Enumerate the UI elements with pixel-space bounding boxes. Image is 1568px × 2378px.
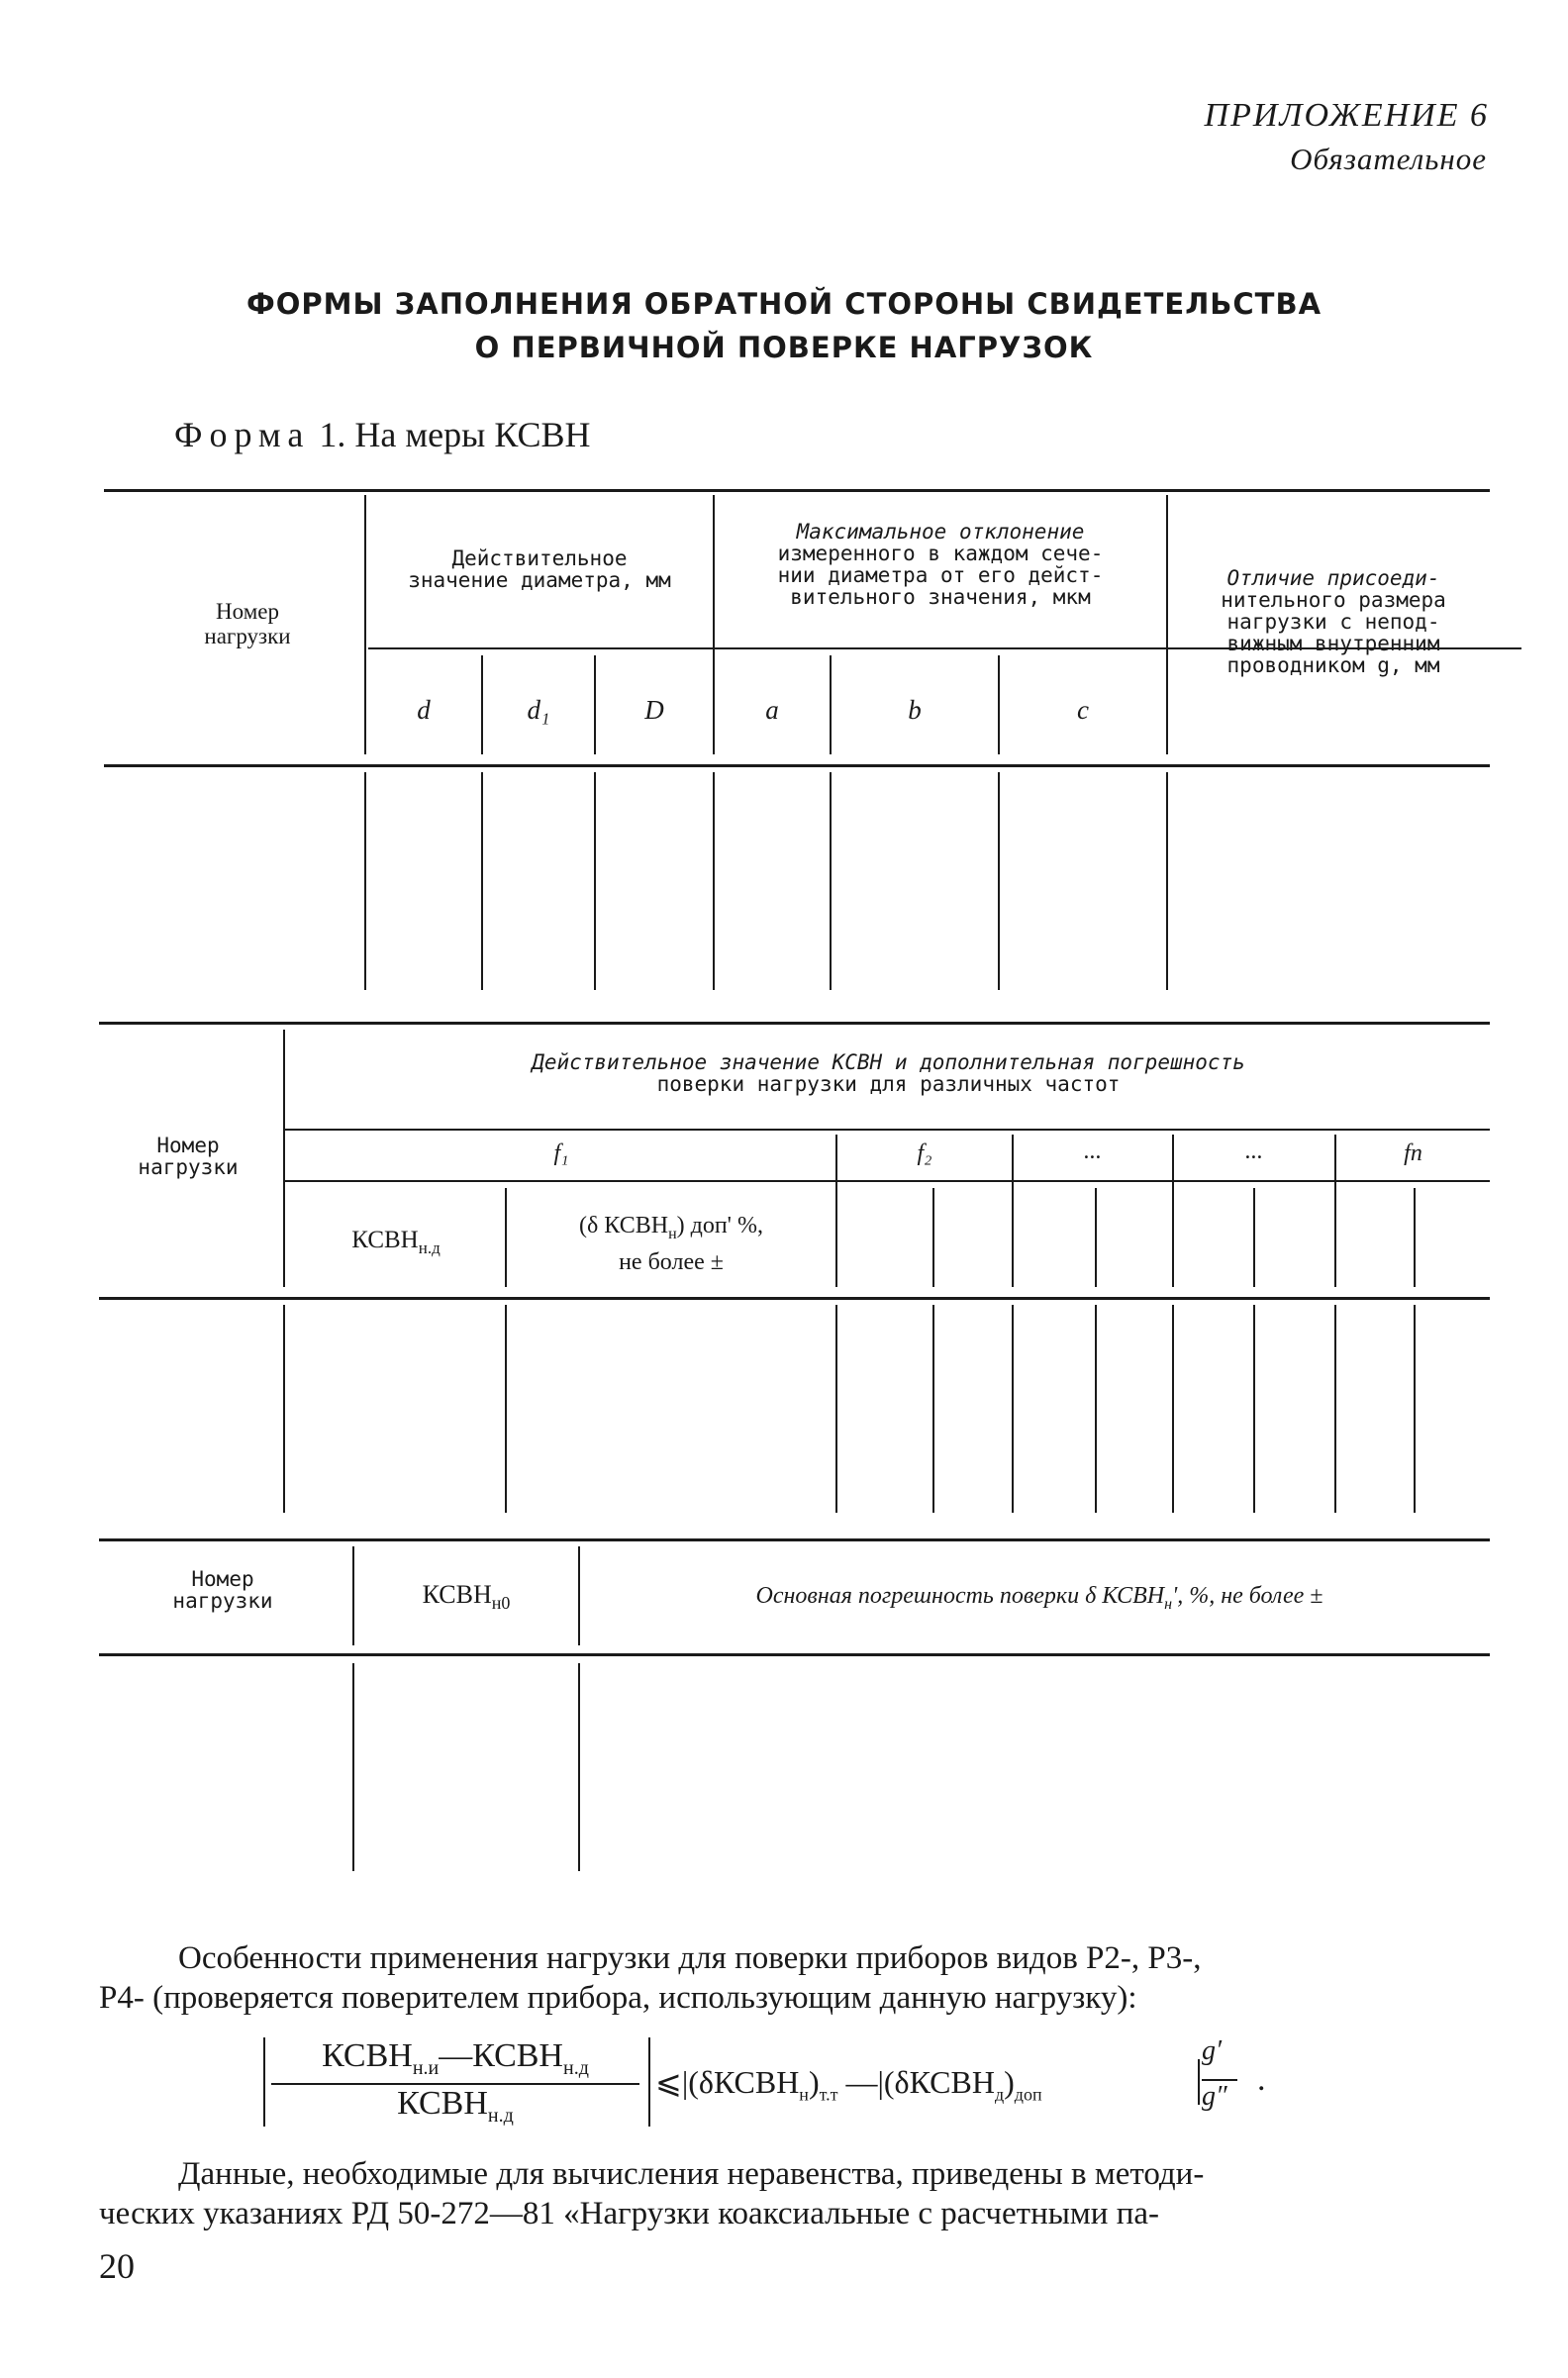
formula-rhs-sub2: т.т [819,2084,838,2105]
form2-vline [1172,1305,1174,1513]
form1-col-difference-line: проводником g, мм [1226,653,1440,677]
formula-g-bottom: g″ [1202,2081,1227,2112]
form2-vline [283,1305,285,1513]
form1-col-difference [1170,567,1497,676]
form2-vline [1253,1188,1255,1287]
appendix-label: ПРИЛОЖЕНИЕ 6 [1204,97,1489,134]
form1-sym-c: c [1077,695,1089,725]
form1-col-difference-line: нительного размера [1221,588,1446,612]
form2-header-bottom-rule [99,1297,1490,1300]
form2-delta-top-sub: н [668,1225,677,1242]
form2-vline [835,1305,837,1513]
form3-error-rest: ', %, не более ± [1172,1583,1323,1609]
form2-delta-cell [507,1212,835,1276]
form1-col-load-line: нагрузки [204,624,291,648]
title-line-1: ФОРМЫ ЗАПОЛНЕНИЯ ОБРАТНОЙ СТОРОНЫ СВИДЕТЕЛЬСТВА [245,287,1323,321]
formula-den-text: КСВН [397,2085,488,2122]
form2-sub-rule-2 [285,1180,1490,1182]
form1-sym-b: b [908,695,922,725]
form1-col-difference-line: вижным внутренним [1226,632,1440,655]
form1-vline [594,772,596,990]
form2-ksvn-nd [287,1228,505,1260]
formula-period: . [1257,2061,1266,2098]
form2-vline [1095,1188,1097,1287]
formula-rhs-sub4: доп [1014,2084,1042,2105]
form2-ksvn-nd-sub: н.д [418,1239,441,1257]
form3-vline [578,1546,580,1645]
form2-header-line: Действительное значение КСВН и дополнительная погрешность [532,1050,1245,1074]
form3-vline [352,1663,354,1871]
form2-header [287,1051,1490,1095]
formula-rhs-d: ) [1004,2064,1015,2100]
form1-header-bottom-rule [104,764,1490,767]
formula-rhs-b: ) [808,2064,820,2100]
formula-denominator [271,2085,639,2128]
form1-col-deviation-line: вительного значения, мкм [790,585,1091,609]
form1-col-deviation-line: измеренного в каждом сече- [777,542,1104,565]
form3-col-load [109,1568,337,1612]
form2-vline [505,1305,507,1513]
form3-header-bottom-rule [99,1653,1490,1656]
form2-dots-1: ... [1084,1139,1102,1164]
formula-num-b: —КСВН [439,2037,563,2074]
form2-vline [1414,1188,1416,1287]
form1-sym-a: a [765,695,779,725]
form2-vline [1095,1305,1097,1513]
formula-rhs-sub3: д [994,2084,1005,2105]
form2-delta-top [507,1212,835,1248]
form3-top-rule [99,1538,1490,1541]
form1-col-deviation-line: Максимальное отклонение [796,520,1085,544]
paragraph-1: Особенности применения нагрузки для поверки приборов видов Р2-, Р3-, [178,1940,1202,1976]
form2-sub-rule [285,1129,1490,1131]
form1-vline [1166,495,1168,754]
formula-abs-right [648,2037,650,2127]
form1-col-diameter [366,547,713,591]
form3-error [594,1584,1485,1617]
form1-col-load [148,599,346,648]
form1-vline [1166,772,1168,990]
form3-error-text: Основная погрешность поверки δ КСВН [755,1583,1165,1609]
form1-label [174,414,590,455]
form1-vline [481,772,483,990]
form2-col-load [99,1135,277,1178]
form3-col-load-line: Номер [191,1567,254,1591]
formula-abs-left [263,2037,265,2127]
form3-vline [578,1663,580,1871]
form2-fn: fn [1404,1140,1422,1166]
form1-sym-D: D [644,695,664,725]
formula-g-top: g′ [1202,2035,1223,2066]
form1-vline [364,772,366,990]
formula-numerator [271,2037,639,2080]
form3-ksvn-text: КСВН [422,1580,492,1609]
form2-top-rule [99,1022,1490,1025]
form1-col-difference-line: Отличие присоеди- [1226,566,1440,590]
paragraph-2b: ческих указаниях РД 50-272—81 «Нагрузки коаксиальные с расчетными па- [99,2196,1160,2231]
formula-abs-bar [1198,2059,1200,2105]
form2-f2: f₂ [917,1140,932,1166]
form1-col-diameter-line: Действительное [451,546,628,570]
form1-sym-d1: d₁ [527,695,550,725]
form3-ksvn-sub: н0 [491,1593,511,1614]
paragraph-2: Данные, необходимые для вычисления неравенства, приведены в методи- [178,2156,1205,2192]
form1-col-deviation [715,521,1166,608]
form1-sym-d: d [417,695,431,725]
form1-col-load-line: Номер [216,599,279,624]
form2-vline [1414,1305,1416,1513]
form2-vline [932,1188,934,1287]
form3-ksvn [356,1582,576,1616]
formula-rhs [655,2063,1042,2105]
page-number: 20 [99,2246,135,2286]
form2-delta-bottom: не более ± [619,1248,724,1275]
form2-delta-top-rest: ) доп' %, [676,1213,763,1239]
formula-num-a: КСВН [322,2037,413,2074]
formula-num-sub1: н.и [412,2056,440,2079]
form3-error-sub: н [1164,1595,1173,1613]
form3-vline [352,1546,354,1645]
formula-num-sub2: н.д [563,2056,589,2079]
form3-col-load-line: нагрузки [172,1589,273,1613]
form2-vline [283,1030,285,1287]
form2-delta-top-text: (δ КСВН [579,1213,669,1239]
formula-rhs-sub1: н [799,2084,809,2105]
form1-col-deviation-line: нии диаметра от его дейст- [777,563,1104,587]
form1-label-word: Форма [174,415,311,454]
form2-f1: f₁ [553,1140,569,1166]
form2-ksvn-nd-text: КСВН [351,1227,419,1253]
form2-col-load-line: Номер [156,1134,220,1157]
form1-label-rest: 1. На меры КСВН [319,415,591,454]
formula-den-sub: н.д [487,2104,514,2127]
form1-vline [713,772,715,990]
form2-vline [1012,1305,1014,1513]
form2-vline [1253,1305,1255,1513]
form2-vline [932,1305,934,1513]
mandatory-label: Обязательное [1290,142,1487,176]
formula-rhs-a: ⩽|(δКСВН [655,2064,800,2100]
formula-rhs-c: —|(δКСВН [837,2064,995,2100]
form1-col-difference-line: нагрузки с непод- [1226,610,1440,634]
form2-col-load-line: нагрузки [138,1155,239,1179]
form1-vline [998,772,1000,990]
form2-vline [1334,1305,1336,1513]
form1-vline [830,772,832,990]
form2-dots-2: ... [1245,1139,1263,1164]
title-line-2: О ПЕРВИЧНОЙ ПОВЕРКЕ НАГРУЗОК [474,331,1094,364]
paragraph-1b: Р4- (проверяется поверителем прибора, использующим данную нагрузку): [99,1980,1137,2016]
form1-col-diameter-line: значение диаметра, мм [408,568,671,592]
form1-top-rule [104,489,1490,492]
form2-header-line: поверки нагрузки для различных частот [656,1072,1121,1096]
